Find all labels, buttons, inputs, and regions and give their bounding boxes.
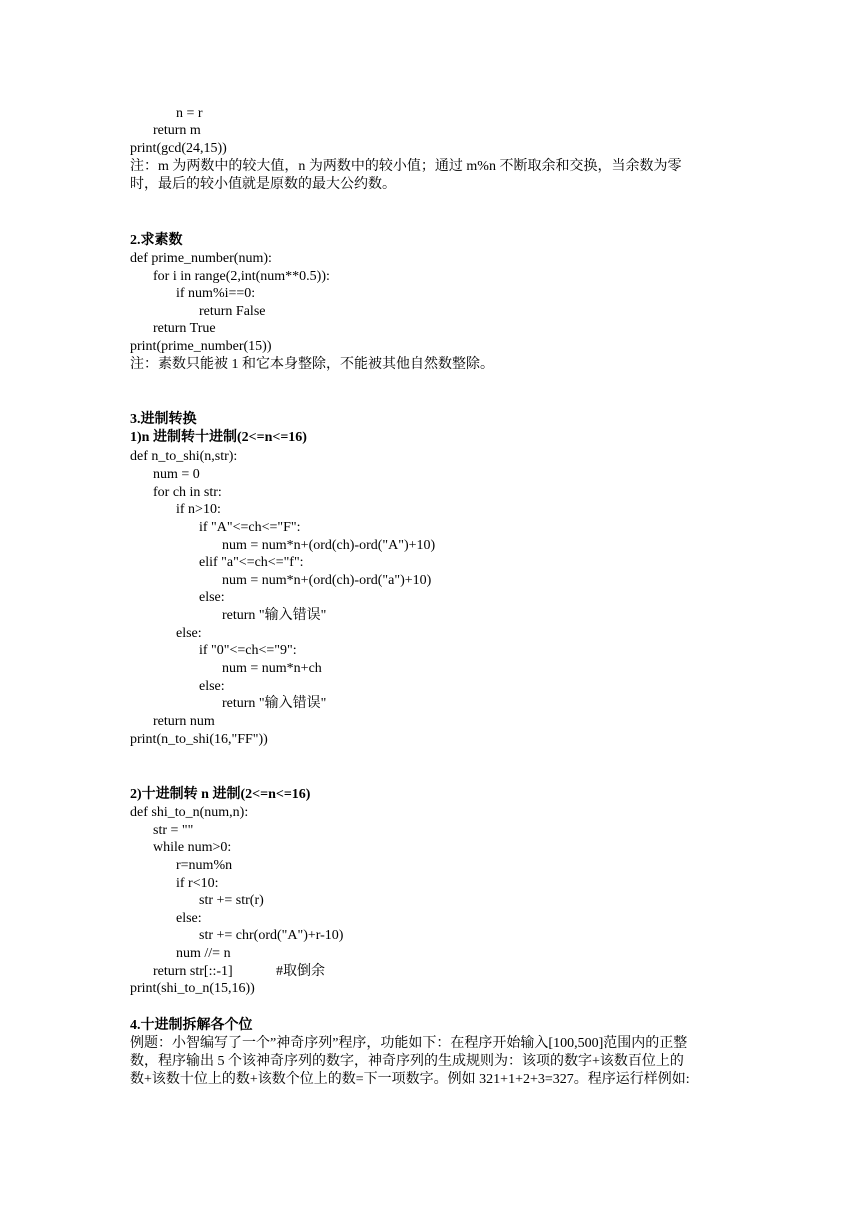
note-text: 注：m 为两数中的较大值，n 为两数中的较小值；通过 m%n 不断取余和交换，当余数为零	[130, 159, 682, 174]
code-line: print(gcd(24,15))	[130, 141, 227, 156]
code-line: if n>10:	[176, 502, 221, 517]
code-line: return "输入错误"	[222, 696, 327, 711]
code-line: return m	[153, 123, 201, 138]
code-line: num = 0	[153, 467, 200, 482]
code-line: else:	[199, 679, 225, 694]
subsection-heading: 2)十进制转 n 进制(2<=n<=16)	[130, 787, 311, 802]
code-line: return num	[153, 714, 215, 729]
code-line: for i in range(2,int(num**0.5)):	[153, 269, 330, 284]
code-line: n = r	[176, 106, 203, 121]
code-line: else:	[176, 911, 202, 926]
code-line: str += chr(ord("A")+r-10)	[199, 928, 344, 943]
section-heading: 4.十进制拆解各个位	[130, 1018, 253, 1033]
code-line: print(n_to_shi(16,"FF"))	[130, 732, 268, 747]
code-line: num = num*n+(ord(ch)-ord("A")+10)	[222, 538, 436, 553]
section-heading: 2.求素数	[130, 233, 183, 248]
code-line: def shi_to_n(num,n):	[130, 805, 249, 820]
code-line: num = num*n+(ord(ch)-ord("a")+10)	[222, 573, 432, 588]
code-comment: #取倒余	[276, 964, 325, 979]
code-line: str = ""	[153, 823, 194, 838]
paragraph-line: 数，程序输出 5 个该神奇序列的数字，神奇序列的生成规则为：该项的数字+该数百位上的	[130, 1054, 684, 1069]
code-line: elif "a"<=ch<="f":	[199, 555, 304, 570]
code-line: if "0"<=ch<="9":	[199, 643, 297, 658]
code-line: num //= n	[176, 946, 231, 961]
code-line: if num%i==0:	[176, 286, 256, 301]
section-heading: 3.进制转换	[130, 412, 197, 427]
note-text: 注：素数只能被 1 和它本身整除，不能被其他自然数整除。	[130, 357, 494, 372]
code-line: return "输入错误"	[222, 608, 327, 623]
code-line: def n_to_shi(n,str):	[130, 449, 238, 464]
paragraph-line: 例题：小智编写了一个”神奇序列”程序，功能如下：在程序开始输入[100,500]范围内的正整	[130, 1036, 688, 1051]
code-line: for ch in str:	[153, 485, 222, 500]
code-line: return str[::-1]	[153, 964, 233, 979]
code-line: return True	[153, 321, 216, 336]
code-line: print(shi_to_n(15,16))	[130, 981, 255, 996]
code-line: if "A"<=ch<="F":	[199, 520, 301, 535]
code-line: if r<10:	[176, 876, 219, 891]
code-line: return False	[199, 304, 266, 319]
code-line: else:	[199, 590, 225, 605]
subsection-heading: 1)n 进制转十进制(2<=n<=16)	[130, 430, 307, 445]
code-line: str += str(r)	[199, 893, 264, 908]
code-line: else:	[176, 626, 202, 641]
code-line: print(prime_number(15))	[130, 339, 272, 354]
code-line: r=num%n	[176, 858, 233, 873]
code-line: while num>0:	[153, 840, 232, 855]
note-text: 时，最后的较小值就是原数的最大公约数。	[130, 177, 396, 192]
code-line: num = num*n+ch	[222, 661, 322, 676]
paragraph-line: 数+该数十位上的数+该数个位上的数=下一项数字。例如 321+1+2+3=327。程序运行样例如:	[130, 1072, 690, 1087]
code-line: def prime_number(num):	[130, 251, 272, 266]
